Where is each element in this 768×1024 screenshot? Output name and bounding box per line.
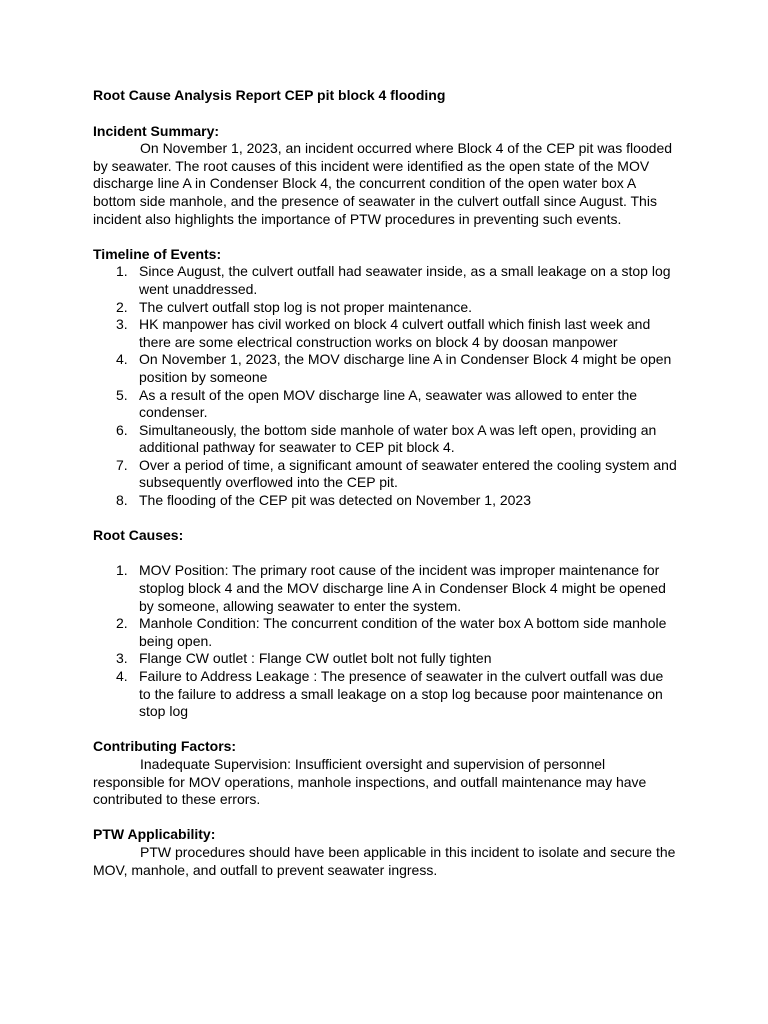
root-causes-heading: Root Causes: — [93, 527, 184, 544]
list-item-text: MOV Position: The primary root cause of the incident was improper maintenance for stoplog block 4 and the MOV discharge line A in Condenser Block 4 might be opened by someone, allowing seawater to enter the system. — [139, 562, 666, 614]
list-item — [93, 299, 678, 317]
list-item-text: As a result of the open MOV discharge line A, seawater was allowed to enter the condenser. — [139, 386, 638, 421]
list-item — [93, 387, 678, 422]
list-item-number: 2. — [116, 298, 128, 315]
list-item-text: The flooding of the CEP pit was detected on November 1, 2023 — [139, 492, 531, 509]
list-item-text: The culvert outfall stop log is not proper maintenance. — [139, 298, 473, 315]
list-item-text: Simultaneously, the bottom side manhole of water box A was left open, providing an additional pathway for seawater to CEP pit block 4. — [139, 421, 657, 456]
timeline-list — [93, 263, 678, 509]
list-item — [93, 316, 678, 351]
list-item-number: 5. — [116, 386, 128, 403]
list-item-text: Failure to Address Leakage : The presence of seawater in the culvert outfall was due to the failure to address a small leakage on a stop log because poor maintenance on stop log — [139, 668, 664, 720]
root-causes-list — [93, 562, 678, 720]
ptw-applicability-text: PTW procedures should have been applicable in this incident to isolate and secure the MOV, manhole, and outfall to prevent seawater ingress. — [93, 843, 676, 878]
list-item-number: 1. — [116, 562, 128, 579]
list-item — [93, 351, 678, 386]
list-item — [93, 492, 678, 510]
incident-summary-text: On November 1, 2023, an incident occurred where Block 4 of the CEP pit was flooded by seawater. The root causes of this incident were identified as the open state of the MOV discharge line A in Condenser Block 4, the concurrent condition of the open water box A bottom side manhole, and the presence of seawater in the culvert outfall since August. This incident also highlights the importance of PTW procedures in preventing such events. — [93, 140, 673, 227]
list-item-number: 8. — [116, 492, 128, 509]
list-item-text: Since August, the culvert outfall had seawater inside, as a small leakage on a stop log went unaddressed. — [139, 263, 671, 297]
ptw-applicability-heading: PTW Applicability: — [93, 826, 216, 843]
list-item — [93, 562, 678, 615]
list-item-text: Manhole Condition: The concurrent condition of the water box A bottom side manhole being open. — [139, 615, 667, 649]
list-item-number: 3. — [116, 316, 128, 333]
list-item — [93, 457, 678, 492]
list-item — [93, 668, 678, 721]
list-item — [93, 650, 678, 668]
document-page — [93, 87, 678, 879]
list-item-text: Over a period of time, a significant amount of seawater entered the cooling system and subsequently overflowed into the CEP pit. — [139, 456, 677, 491]
contributing-factors-heading: Contributing Factors: — [93, 738, 237, 755]
list-item-number: 3. — [116, 650, 128, 667]
list-item-number: 6. — [116, 421, 128, 438]
list-item — [93, 422, 678, 457]
timeline-heading: Timeline of Events: — [93, 245, 222, 262]
contributing-factors-text: Inadequate Supervision: Insufficient oversight and supervision of personnel responsible for MOV operations, manhole inspections, and outfall maintenance may have contributed to these errors. — [93, 755, 647, 808]
document-title: Root Cause Analysis Report CEP pit block 4 flooding — [93, 87, 446, 103]
list-item — [93, 615, 678, 650]
incident-summary-heading: Incident Summary: — [93, 122, 220, 139]
list-item — [93, 263, 678, 298]
list-item-text: Flange CW outlet : Flange CW outlet bolt not fully tighten — [139, 650, 492, 667]
list-item-text: HK manpower has civil worked on block 4 culvert outfall which finish last week and there are some electrical construction works on block 4 by doosan manpower — [139, 316, 651, 350]
list-item-number: 4. — [116, 668, 128, 684]
list-item-number: 4. — [116, 351, 128, 368]
list-item-text: On November 1, 2023, the MOV discharge line A in Condenser Block 4 might be open position by someone — [139, 351, 672, 385]
list-item-number: 2. — [116, 615, 128, 632]
list-item-number: 7. — [116, 456, 128, 473]
list-item-number: 1. — [116, 263, 128, 280]
